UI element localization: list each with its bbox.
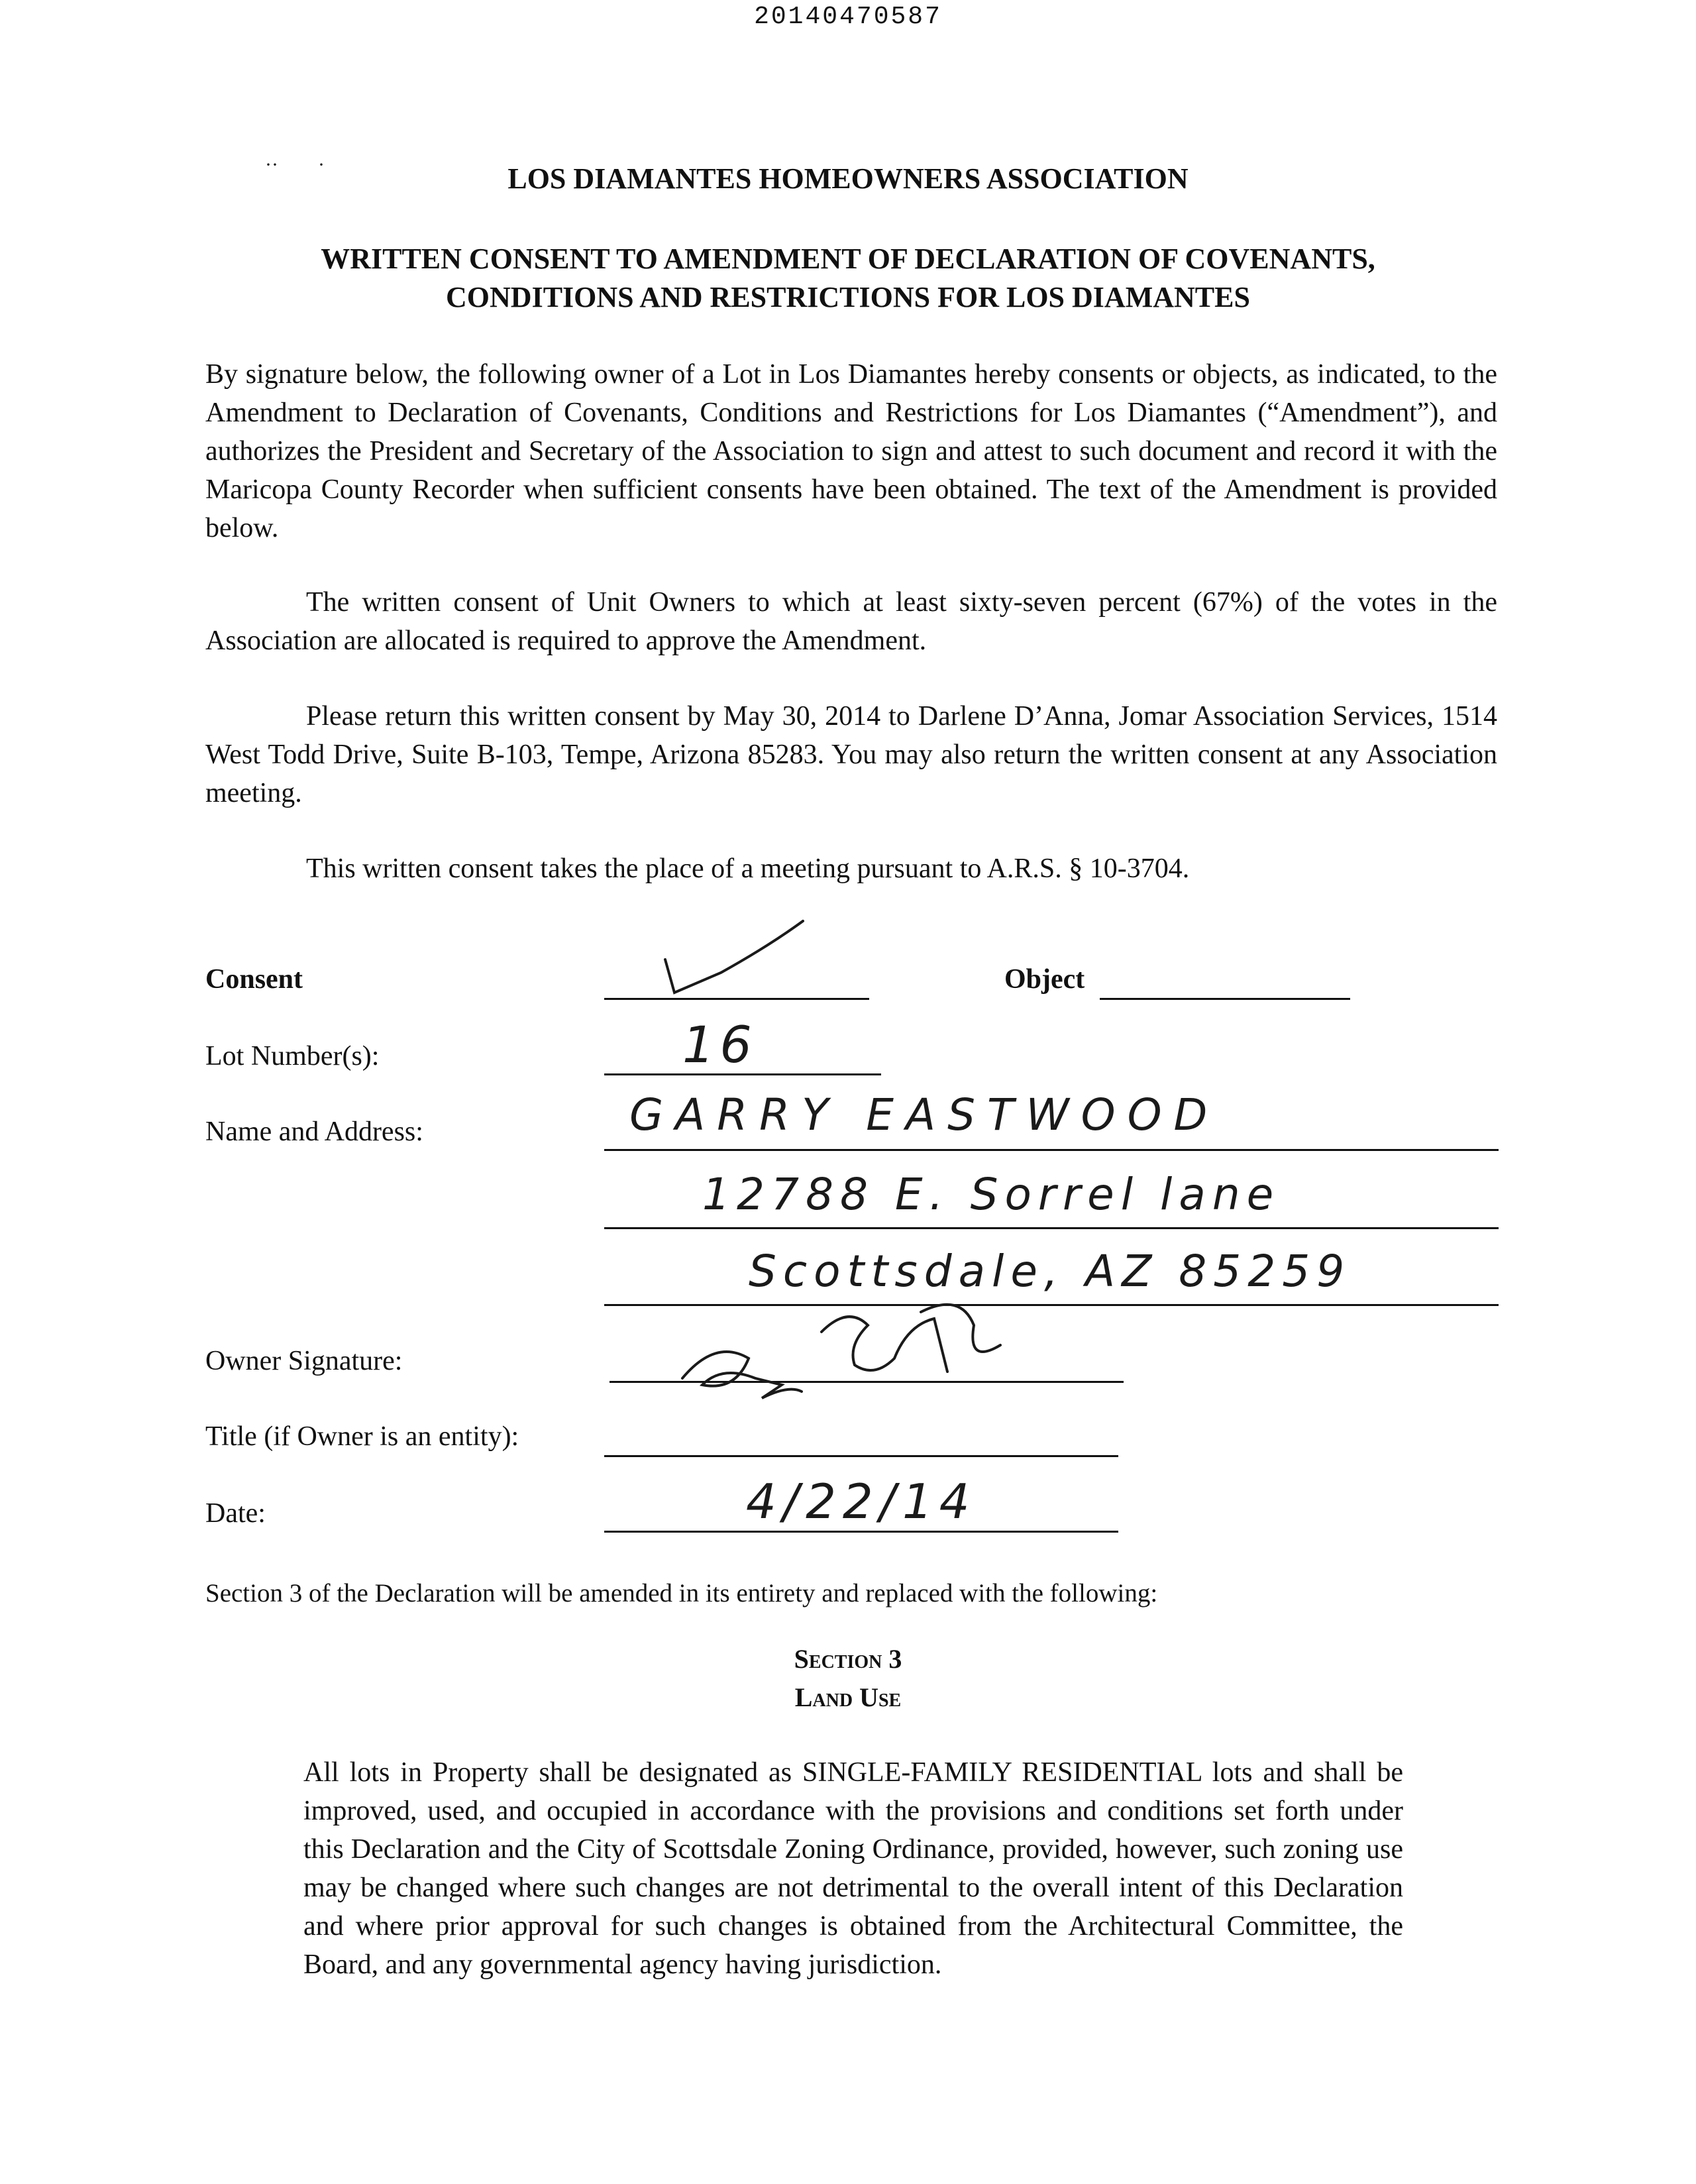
recording-number: 20140470587 bbox=[754, 3, 942, 31]
section-heading: Section 3 bbox=[794, 1644, 902, 1674]
scan-specks: ·· · bbox=[265, 154, 325, 176]
consent-title bbox=[199, 240, 1497, 317]
amendment-intro: Section 3 of the Declaration will be amended in its entirety and replaced with the following: bbox=[205, 1579, 1158, 1608]
title-line[interactable] bbox=[604, 1455, 1118, 1457]
statute-paragraph bbox=[205, 849, 1497, 888]
date-line[interactable] bbox=[604, 1531, 1118, 1533]
association-title: LOS DIAMANTES HOMEOWNERS ASSOCIATION bbox=[507, 162, 1189, 195]
return-paragraph-text: Please return this written consent by May 30, 2014 to Darlene D’Anna, Jomar Association Services, 1514 West Todd Drive, Suite B-103, Tempe, Arizona 85283. You may also return the written consent at any Association meeting. bbox=[205, 701, 1497, 808]
intro-paragraph: By signature below, the following owner of a Lot in Los Diamantes hereby consents or objects, as indicated, to the Amendment to Declaration of Covenants, Conditions and Restrictions for Los Diamantes (“Amendment”), and authorizes the President and Secretary of the Association to sign and attest to such document and record it with the Maricopa County Recorder when sufficient consents have been obtained. The text of the Amendment is provided below. bbox=[205, 359, 1497, 543]
consent-title-line2: CONDITIONS AND RESTRICTIONS FOR LOS DIAMANTES bbox=[446, 281, 1250, 313]
name-line[interactable] bbox=[604, 1149, 1499, 1151]
owner-name-value: GARRY EASTWOOD bbox=[629, 1089, 1220, 1140]
owner-signature-icon bbox=[656, 1285, 1053, 1418]
object-label: Object bbox=[1004, 964, 1085, 995]
statute-paragraph-text: This written consent takes the place of a meeting pursuant to A.R.S. § 10-3704. bbox=[306, 853, 1190, 884]
lot-number-value: 16 bbox=[682, 1015, 757, 1074]
lot-number-label: Lot Number(s): bbox=[205, 1041, 380, 1071]
section-body: All lots in Property shall be designated as SINGLE-FAMILY RESIDENTIAL lots and shall be improved, used, and occupied in accordance with the provisions and conditions set forth under this Declaration and the City of Scottsdale Zoning Ordinance, provided, however, such zoning use may be changed where such changes are not detrimental to the overall intent of this Declaration and where prior approval for such changes is obtained from the Architectural Committee, the Board, and any governmental agency having jurisdiction. bbox=[303, 1757, 1403, 1980]
section-subheading: Land Use bbox=[794, 1682, 902, 1712]
date-label: Date: bbox=[205, 1498, 266, 1529]
owner-signature-label: Owner Signature: bbox=[205, 1346, 403, 1376]
return-paragraph bbox=[205, 697, 1497, 812]
date-value: 4/22/14 bbox=[746, 1474, 977, 1529]
address-line2-value: Scottsdale, AZ 85259 bbox=[749, 1246, 1352, 1297]
name-address-label: Name and Address: bbox=[205, 1117, 423, 1147]
address-line1-value: 12788 E. Sorrel lane bbox=[702, 1169, 1281, 1220]
title-label: Title (if Owner is an entity): bbox=[205, 1421, 519, 1452]
object-line[interactable] bbox=[1100, 998, 1350, 1000]
consent-label: Consent bbox=[205, 964, 303, 995]
approval-paragraph-text: The written consent of Unit Owners to which at least sixty-seven percent (67%) of the votes in the Association are allocated is required to approve the Amendment. bbox=[205, 587, 1497, 656]
approval-paragraph bbox=[205, 583, 1497, 660]
checkmark-icon bbox=[656, 906, 815, 999]
address-line-1[interactable] bbox=[604, 1227, 1499, 1229]
consent-title-line1: WRITTEN CONSENT TO AMENDMENT OF DECLARATION OF COVENANTS, bbox=[321, 243, 1375, 275]
